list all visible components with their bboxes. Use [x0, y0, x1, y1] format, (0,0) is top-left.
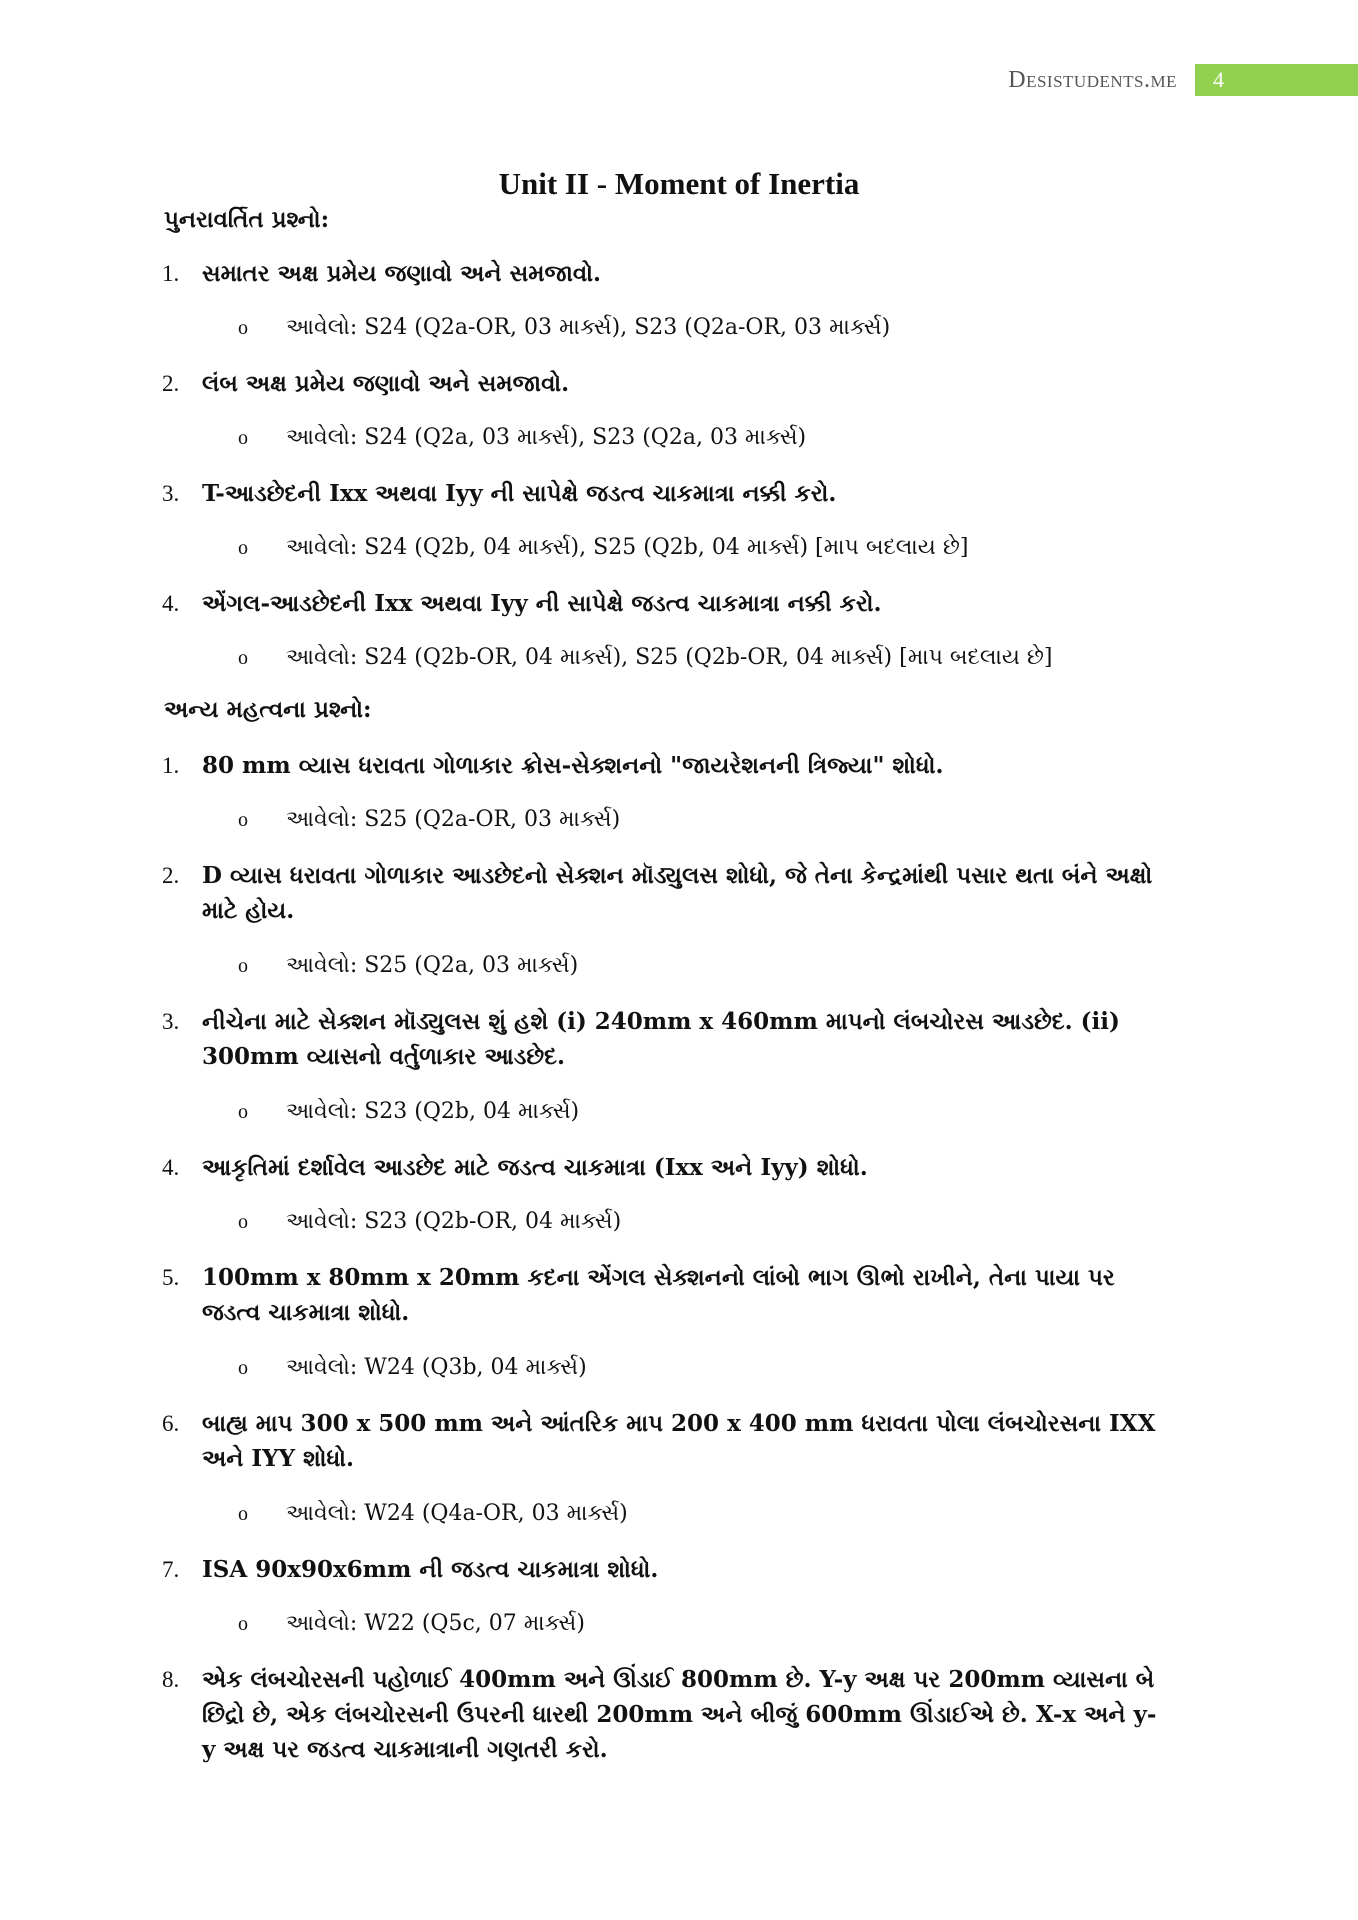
item-number: 4. — [162, 591, 180, 616]
reference-line — [238, 642, 1186, 674]
section-heading-repeated: પુનરાવર્તિત પ્રશ્નો: — [164, 206, 330, 233]
item-number: 1. — [162, 753, 180, 778]
list-item — [162, 586, 1162, 621]
reference-text: આવેલો: S23 (Q2b-OR, 04 માર્ક્સ) — [286, 1209, 622, 1234]
page-title: Unit II - Moment of Inertia — [498, 166, 860, 201]
section-heading-other: અન્ય મહત્વના પ્રશ્નો: — [164, 696, 372, 723]
item-number: 2. — [162, 863, 180, 888]
question-text: 100mm x 80mm x 20mm કદના એંગલ સેક્શનનો લાંબો ભાગ ઊભો રાખીને, તેના પાયા પર જડત્વ ચાકમાત્રા શોધો. — [202, 1264, 1115, 1326]
bullet-icon: o — [238, 955, 248, 977]
reference-line — [238, 1498, 1186, 1530]
bullet-icon: o — [238, 647, 248, 669]
item-number: 6. — [162, 1411, 180, 1436]
question-text: લંબ અક્ષ પ્રમેય જણાવો અને સમજાવો. — [202, 370, 570, 397]
item-number: 8. — [162, 1667, 180, 1692]
list-item — [162, 476, 1162, 511]
question-text: એંગલ-આડછેદની Ixx અથવા Iyy ની સાપેક્ષે જડત્વ ચાકમાત્રા નક્કી કરો. — [202, 590, 882, 617]
reference-text: આવેલો: S24 (Q2b-OR, 04 માર્ક્સ), S25 (Q2b-OR, 04 માર્ક્સ) [માપ બદલાય છે] — [286, 645, 1053, 670]
reference-line — [238, 804, 1186, 836]
list-item — [162, 858, 1162, 928]
item-number: 5. — [162, 1265, 180, 1290]
list-item — [162, 1260, 1162, 1330]
reference-line — [238, 1608, 1186, 1640]
item-number: 7. — [162, 1557, 180, 1582]
bullet-icon: o — [238, 1613, 248, 1635]
list-item — [162, 1662, 1162, 1767]
bullet-icon: o — [238, 1211, 248, 1233]
reference-text: આવેલો: S25 (Q2a-OR, 03 માર્ક્સ) — [286, 807, 621, 832]
list-item — [162, 748, 1162, 783]
bullet-icon: o — [238, 1503, 248, 1525]
question-text: નીચેના માટે સેક્શન મૉડ્યુલસ શું હશે (i) 240mm x 460mm માપનો લંબચોરસ આડછેદ. (ii) 300mm વ્યાસનો વર્તુળાકાર આડછેદ. — [202, 1008, 1120, 1070]
item-number: 2. — [162, 371, 180, 396]
reference-text: આવેલો: W22 (Q5c, 07 માર્ક્સ) — [286, 1611, 585, 1636]
bullet-icon: o — [238, 427, 248, 449]
list-item — [162, 366, 1162, 401]
bullet-icon: o — [238, 317, 248, 339]
question-text: સમાતર અક્ષ પ્રમેય જણાવો અને સમજાવો. — [202, 260, 601, 287]
page-header — [1008, 64, 1358, 96]
question-text: T-આડછેદની Ixx અથવા Iyy ની સાપેક્ષે જડત્વ ચાકમાત્રા નક્કી કરો. — [202, 480, 837, 507]
page-number: 4 — [1195, 64, 1358, 96]
bullet-icon: o — [238, 809, 248, 831]
reference-text: આવેલો: S24 (Q2b, 04 માર્ક્સ), S25 (Q2b, 04 માર્ક્સ) [માપ બદલાય છે] — [286, 535, 969, 560]
reference-text: આવેલો: W24 (Q4a-OR, 03 માર્ક્સ) — [286, 1501, 628, 1526]
list-item — [162, 256, 1162, 291]
bullet-icon: o — [238, 537, 248, 559]
reference-text: આવેલો: W24 (Q3b, 04 માર્ક્સ) — [286, 1355, 587, 1380]
reference-line — [238, 1096, 1186, 1128]
question-text: આકૃતિમાં દર્શાવેલ આડછેદ માટે જડત્વ ચાકમાત્રા (Ixx અને Iyy) શોધો. — [202, 1154, 868, 1181]
reference-line — [238, 950, 1186, 982]
question-text: બાહ્ય માપ 300 x 500 mm અને આંતરિક માપ 200 x 400 mm ધરાવતા પોલા લંબચોરસના IXX અને IYY શોધો. — [202, 1410, 1156, 1472]
reference-line — [238, 422, 1186, 454]
reference-text: આવેલો: S24 (Q2a, 03 માર્ક્સ), S23 (Q2a, 03 માર્ક્સ) — [286, 425, 807, 450]
reference-text: આવેલો: S23 (Q2b, 04 માર્ક્સ) — [286, 1099, 580, 1124]
question-text: એક લંબચોરસની પહોળાઈ 400mm અને ઊંડાઈ 800mm છે. Y-y અક્ષ પર 200mm વ્યાસના બે છિદ્રો છે, એક લંબચોરસની ઉપરની ધારથી 200mm અને બીજું 600mm ઊંડાઈએ છે. X-x અને y-y અક્ષ પર જડત્વ ચાકમાત્રાની ગણતરી કરો. — [202, 1666, 1157, 1763]
reference-line — [238, 312, 1186, 344]
bullet-icon: o — [238, 1357, 248, 1379]
question-text: D વ્યાસ ધરાવતા ગોળાકાર આડછેદનો સેક્શન મૉડ્યુલસ શોધો, જે તેના કેન્દ્રમાંથી પસાર થતા બંને અક્ષો માટે હોય. — [202, 862, 1153, 924]
item-number: 3. — [162, 1009, 180, 1034]
list-item — [162, 1150, 1162, 1185]
question-text: 80 mm વ્યાસ ધરાવતા ગોળાકાર ક્રોસ-સેક્શનનો "જાયરેશનની ત્રિજ્યા" શોધો. — [202, 752, 944, 779]
item-number: 1. — [162, 261, 180, 286]
site-name: Desistudents.me — [1008, 66, 1177, 93]
item-number: 4. — [162, 1155, 180, 1180]
item-number: 3. — [162, 481, 180, 506]
reference-text: આવેલો: S25 (Q2a, 03 માર્ક્સ) — [286, 953, 579, 978]
list-item — [162, 1552, 1162, 1587]
reference-text: આવેલો: S24 (Q2a-OR, 03 માર્ક્સ), S23 (Q2a-OR, 03 માર્ક્સ) — [286, 315, 891, 340]
question-text: ISA 90x90x6mm ની જડત્વ ચાકમાત્રા શોધો. — [202, 1556, 659, 1583]
reference-line — [238, 532, 1186, 564]
list-item — [162, 1004, 1162, 1074]
bullet-icon: o — [238, 1101, 248, 1123]
reference-line — [238, 1352, 1186, 1384]
reference-line — [238, 1206, 1186, 1238]
list-item — [162, 1406, 1162, 1476]
